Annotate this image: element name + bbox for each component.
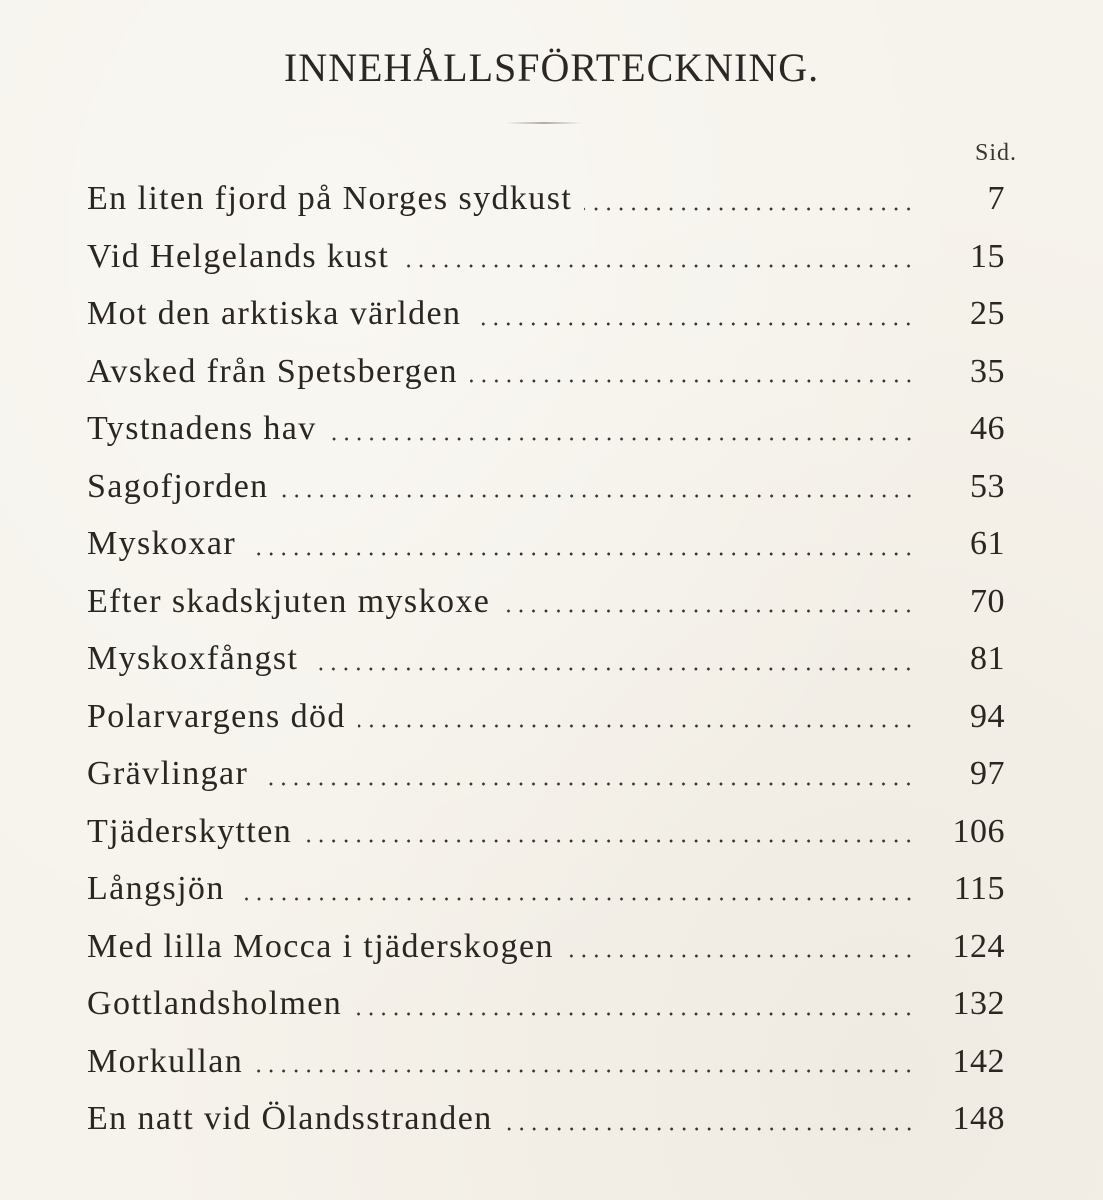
toc-entry [87,803,1005,861]
toc-entry-page: 148 [952,1100,1005,1137]
toc-entry [87,745,1005,803]
toc-entry-page: 124 [952,927,1005,965]
toc-entry-title: En natt vid Ölandsstranden [87,1100,493,1137]
toc-entry-title: Avsked från Spetsbergen [87,352,458,390]
toc-entry-title: Gottlandsholmen [87,985,343,1022]
toc-entry-title: Morkullan [87,1042,244,1080]
toc-entry-title: Vid Helgelands kust [87,237,390,275]
toc-entry [87,515,1005,573]
dot-leader [473,322,915,326]
dot-leader [401,264,915,268]
toc-entry-page: 61 [970,525,1005,562]
toc-entry [87,170,1005,228]
toc-entry-page: 132 [952,985,1005,1022]
toc-entry-page: 106 [952,812,1005,850]
toc-entry-title: En liten fjord på Norges sydkust [87,180,573,217]
table-of-contents [87,170,1005,1148]
dot-leader [310,667,915,671]
toc-entry [87,343,1005,401]
toc-entry-page: 97 [970,755,1005,792]
dot-leader [281,494,915,498]
toc-entry-page: 7 [987,180,1005,217]
toc-entry [87,630,1005,688]
dot-leader [502,609,915,613]
dot-leader [237,897,915,901]
dot-leader [260,782,915,786]
dot-leader [255,1069,915,1073]
dot-leader [470,379,915,383]
toc-entry-title: Grävlingar [87,755,249,792]
toc-entry-page: 142 [952,1042,1005,1080]
dot-leader [304,839,915,843]
toc-entry-title: Med lilla Mocca i tjäderskogen [87,927,554,965]
toc-entry-title: Myskoxar [87,525,237,562]
dot-leader [358,724,915,728]
toc-entry [87,1033,1005,1091]
toc-entry-title: Tystnadens hav [87,410,317,447]
toc-entry-title: Långsjön [87,870,225,907]
toc-entry-title: Tjäderskytten [87,812,293,850]
toc-entry-page: 115 [953,870,1005,907]
toc-entry-title: Efter skadskjuten myskoxe [87,582,491,620]
toc-entry-page: 25 [970,295,1005,332]
toc-entry [87,918,1005,976]
page-title: INNEHÅLLSFÖRTECKNING. [283,45,820,90]
toc-entry-page: 46 [970,410,1005,447]
toc-entry-page: 15 [970,237,1005,275]
dot-leader [584,207,915,211]
toc-entry-page: 81 [970,640,1005,677]
dot-leader [505,1127,915,1131]
toc-entry-title: Sagofjorden [87,467,269,505]
toc-entry [87,228,1005,286]
dot-leader [329,437,915,441]
toc-entry [87,1090,1005,1148]
toc-entry-title: Polarvargens död [87,697,346,735]
toc-entry [87,400,1005,458]
toc-entry [87,975,1005,1033]
toc-entry-title: Myskoxfångst [87,640,299,677]
dot-leader [566,954,915,958]
dot-leader [248,552,915,556]
page-column-label: Sid. [974,140,1017,166]
toc-entry-title: Mot den arktiska världen [87,295,462,332]
toc-entry-page: 53 [970,467,1005,505]
toc-entry-page: 35 [970,352,1005,390]
toc-entry [87,458,1005,516]
title-divider [506,122,582,124]
toc-entry [87,688,1005,746]
dot-leader [354,1012,915,1016]
toc-entry-page: 94 [970,697,1005,735]
toc-entry [87,860,1005,918]
toc-entry [87,573,1005,631]
toc-entry [87,285,1005,343]
toc-entry-page: 70 [970,582,1005,620]
